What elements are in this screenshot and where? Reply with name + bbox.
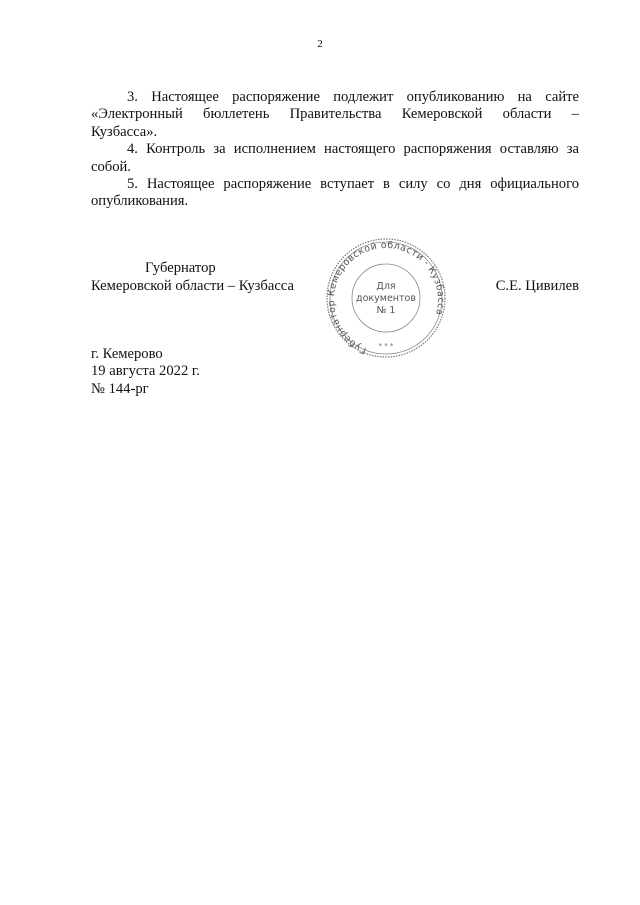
page-number: 2 [317, 38, 323, 50]
document-body [91, 89, 579, 211]
stamp-center-line-1: Для [376, 281, 396, 292]
paragraph-3 [91, 89, 579, 141]
document-date: 19 августа 2022 г. [91, 363, 200, 380]
signatory-name: С.Е. Цивилев [495, 278, 579, 294]
official-stamp [322, 236, 450, 360]
document-number: № 144-рг [91, 380, 149, 397]
stamp-ring-text: Губернатор Кемеровской области - Кузбасса [325, 239, 447, 356]
paragraph-3-line-3: Кузбасса». [91, 123, 158, 140]
stamp-center-line-2: документов [356, 293, 416, 304]
signatory-region: Кемеровской области – Кузбасса [91, 278, 294, 294]
document-meta [91, 346, 200, 398]
document-city: г. Кемерово [91, 346, 163, 362]
stamp-center-line-3: № 1 [376, 305, 396, 316]
signatory-title: Губернатор [145, 260, 216, 276]
paragraph-5: 5. Настоящее распоряжение вступает в силу со дня официального опубликования. [91, 176, 579, 210]
stamp-stars: * * * [378, 342, 394, 350]
paragraph-4: 4. Контроль за исполнением настоящего распоряжения оставляю за собой. [91, 141, 579, 175]
paragraph-3-line-2: «Электронный бюллетень Правительства Кемеровской области – [91, 106, 579, 123]
paragraph-3-line-1: 3. Настоящее распоряжение подлежит опубликованию на сайте [127, 89, 579, 105]
